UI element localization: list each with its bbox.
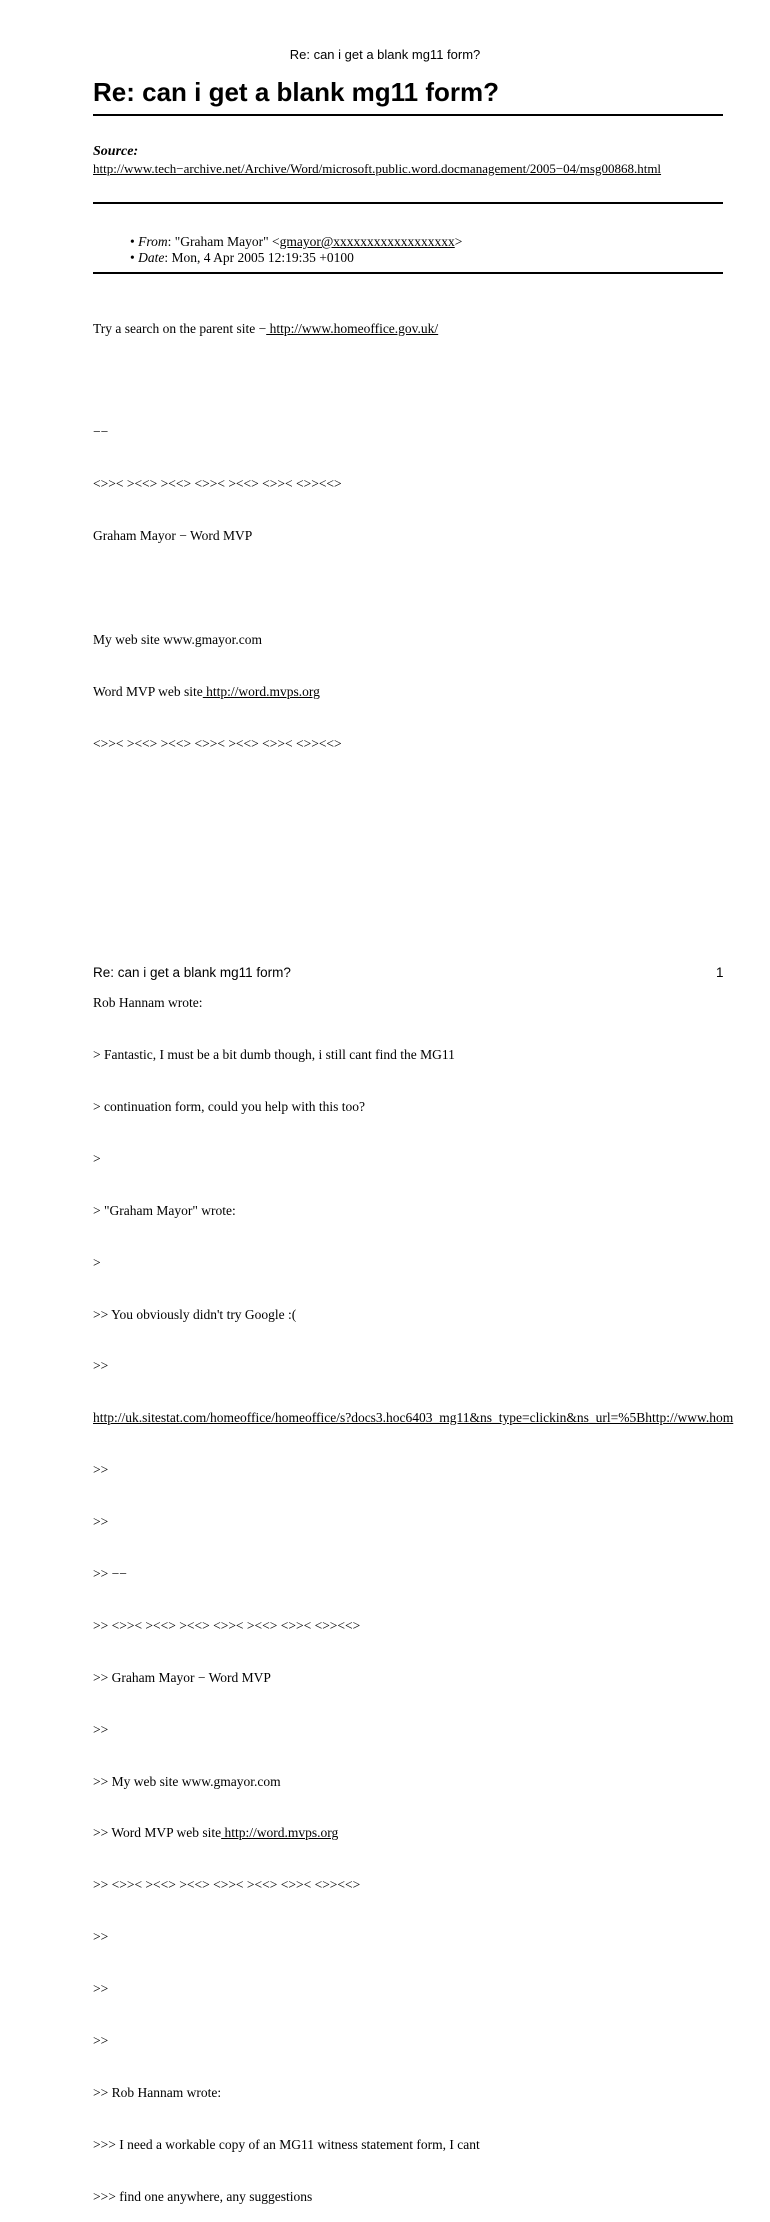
sig-art-2: <>>< ><<> ><<> <>>< ><<> <>>< <>><<> xyxy=(93,735,342,751)
meta-date xyxy=(130,250,354,266)
sig-mvp-text: Word MVP web site xyxy=(93,683,203,699)
homeoffice-link[interactable]: http://www.homeoffice.gov.uk/ xyxy=(266,320,439,336)
mvps-link[interactable]: http://word.mvps.org xyxy=(202,683,320,699)
from-label: From xyxy=(138,234,168,249)
quote-line: > Fantastic, I must be a bit dumb though, i still cant find the MG11 xyxy=(93,1047,455,1063)
page-title: Re: can i get a blank mg11 form? xyxy=(93,77,499,107)
message-body xyxy=(93,285,733,2222)
bullet: • xyxy=(130,250,139,265)
quote-line: >>> I need a workable copy of an MG11 witness statement form, I cant xyxy=(93,2136,480,2152)
quote-line: >> xyxy=(93,1929,109,1945)
divider xyxy=(93,272,723,274)
quote-line: > "Graham Mayor" wrote: xyxy=(93,1202,236,1218)
quote-line xyxy=(93,1824,733,1841)
quote-line: >> You obviously didn't try Google :( xyxy=(93,1306,297,1322)
sig-art: <>>< ><<> ><<> <>>< ><<> <>>< <>><<> xyxy=(93,476,342,492)
source-link[interactable]: http://www.tech−archive.net/Archive/Word/microsoft.public.word.docmanagement/2005−04/msg00868.html xyxy=(93,161,662,176)
quote-line: >> My web site www.gmayor.com xyxy=(93,1773,281,1789)
footer-title: Re: can i get a blank mg11 form? xyxy=(93,965,291,980)
intro-text: Try a search on the parent site − xyxy=(93,320,267,336)
quote-line: >>> find one anywhere, any suggestions xyxy=(93,2188,313,2204)
date-label: Date xyxy=(138,250,165,265)
page-number: 1 xyxy=(716,965,724,980)
divider xyxy=(93,114,723,116)
sitestat-link[interactable]: http://uk.sitestat.com/homeoffice/homeoffice/s?docs3.hoc6403_mg11&ns_type=clickin&ns_url=%5Bhttp://www.hom xyxy=(93,1410,734,1426)
quote-line: >> −− xyxy=(93,1565,127,1581)
quote-mvps-link[interactable]: http://word.mvps.org xyxy=(221,1825,339,1841)
divider xyxy=(93,202,723,204)
from-email-link[interactable]: gmayor@xxxxxxxxxxxxxxxxxx xyxy=(279,234,455,249)
from-close: > xyxy=(454,234,463,249)
from-name: : "Graham Mayor" < xyxy=(167,234,280,249)
intro-line xyxy=(93,320,733,337)
quote-line: >> xyxy=(93,1721,109,1737)
quote-line: > xyxy=(93,1150,101,1166)
bullet: • xyxy=(130,234,139,249)
quote-line: >> <>>< ><<> ><<> <>>< ><<> <>>< <>><<> xyxy=(93,1877,361,1893)
sig-dash: −− xyxy=(93,424,109,440)
source-label: Source: xyxy=(93,144,139,159)
quote-line: >> xyxy=(93,1358,109,1374)
meta-from xyxy=(130,234,462,250)
sig-mvp xyxy=(93,683,733,700)
quote-line: > xyxy=(93,1254,101,1270)
quote-mvp-text: >> Word MVP web site xyxy=(93,1825,222,1841)
quote-line: >> xyxy=(93,1981,109,1997)
quote-line: >> xyxy=(93,2032,109,2048)
quote-line: >> xyxy=(93,1462,109,1478)
quote-attribution: Rob Hannam wrote: xyxy=(93,995,203,1011)
running-header: Re: can i get a blank mg11 form? xyxy=(289,47,481,62)
date-value: : Mon, 4 Apr 2005 12:19:35 +0100 xyxy=(164,250,354,265)
quote-line: > continuation form, could you help with this too? xyxy=(93,1098,365,1114)
sig-name: Graham Mayor − Word MVP xyxy=(93,528,253,544)
quote-line: >> Rob Hannam wrote: xyxy=(93,2084,222,2100)
sig-site: My web site www.gmayor.com xyxy=(93,631,262,647)
quote-line: >> <>>< ><<> ><<> <>>< ><<> <>>< <>><<> xyxy=(93,1617,361,1633)
quote-line: >> xyxy=(93,1514,109,1530)
quote-line: >> Graham Mayor − Word MVP xyxy=(93,1669,271,1685)
